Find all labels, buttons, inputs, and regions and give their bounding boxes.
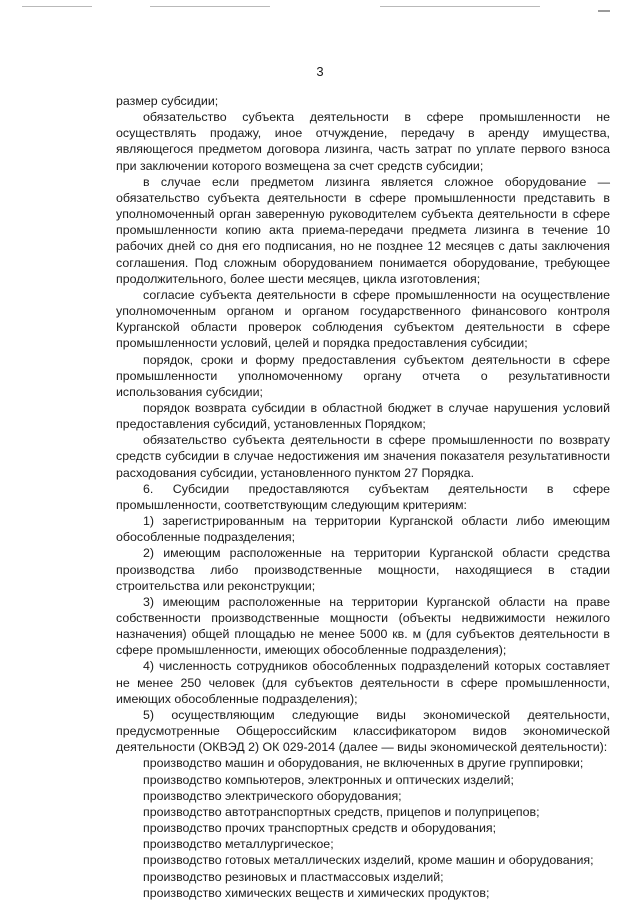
paragraph: в случае если предметом лизинга является сложное оборудование — обязательство субъекта деятельности в сфере промышленности представить в уполномоченный орган заверенную руководителем субъекта деятельности в сфере промышленности копию акта приема-передачи предмета лизинга в течение 10 рабочих дней со дня его подписания, но не позднее 12 месяцев с даты заключения соглашения. Под сложным оборудованием понимается оборудование, требующее продолжительного, более шести месяцев, цикла изготовления; bbox=[116, 174, 610, 286]
paragraph: согласие субъекта деятельности в сфере промышленности на осуществление уполномоченным органом и органом государственного финансового контроля Курганской области проверок соблюдения субъектом деятельности в сфере промышленности условий, целей и порядка предоставления субсидии; bbox=[116, 287, 610, 351]
list-item: производство автотранспортных средств, прицепов и полуприцепов; bbox=[143, 804, 540, 819]
paragraph: 6. Субсидии предоставляются субъектам деятельности в сфере промышленности, соответствующим следующим критериям: bbox=[116, 481, 610, 512]
paragraph: порядок возврата субсидии в областной бюджет в случае нарушения условий предоставления субсидий, установленных Порядком; bbox=[116, 400, 610, 432]
paragraph: 4) численность сотрудников обособленных подразделений которых составляет не менее 250 человек (для субъектов деятельности в сфере промышленности, имеющих обособленные подразделения); bbox=[116, 659, 610, 706]
list-item: производство резиновых и пластмассовых изделий; bbox=[143, 869, 444, 884]
scan-artifact-top-left bbox=[22, 6, 92, 7]
document-body bbox=[116, 93, 610, 901]
paragraph: 3) имеющим расположенные на территории Курганской области на праве собственности производственные мощности (объекты недвижимости нежилого назначения) общей площадью не менее 5000 кв. м (для субъектов деятельности в сфере промышленности, имеющих обособленные подразделения); bbox=[116, 594, 610, 658]
paragraph: порядок, сроки и форму предоставления субъектом деятельности в сфере промышленности уполномоченному органу отчета о результативности использования субсидии; bbox=[116, 352, 610, 399]
list-item: производство компьютеров, электронных и оптических изделий; bbox=[143, 772, 514, 787]
list-item: производство прочих транспортных средств и оборудования; bbox=[143, 821, 497, 836]
list-item: производство химических веществ и химических продуктов; bbox=[143, 885, 490, 900]
list-item: производство машин и оборудования, не включенных в другие группировки; bbox=[143, 756, 584, 771]
list-item: производство готовых металлических изделий, кроме машин и оборудования; bbox=[143, 853, 594, 868]
paragraph: 2) имеющим расположенные на территории Курганской области средства производства либо производственные мощности, находящиеся в стадии строительства или реконструкции; bbox=[116, 546, 610, 593]
paragraph: 1) зарегистрированным на территории Курганской области либо имеющим обособленные подразделения; bbox=[116, 514, 610, 545]
list-item: производство металлургическое; bbox=[143, 837, 334, 852]
paragraph: 5) осуществляющим следующие виды экономической деятельности, предусмотренные Общероссийским классификатором видов экономической деятельности (ОКВЭД 2) ОК 029-2014 (далее — виды экономической деятельности): bbox=[116, 707, 610, 755]
scan-artifact-top-corner bbox=[598, 10, 610, 12]
scan-artifact-top-mid bbox=[150, 6, 270, 7]
paragraph: размер субсидии; bbox=[116, 94, 219, 108]
paragraph: обязательство субъекта деятельности в сфере промышленности не осуществлять продажу, иное отчуждение, передачу в аренду имущества, являющегося предметом договора лизинга, часть затрат по уплате первого взноса при заключении которого возмещена за счет средств субсидии; bbox=[116, 110, 610, 173]
scan-artifact-top-right bbox=[380, 6, 540, 7]
list-item: производство электрического оборудования; bbox=[143, 788, 402, 803]
page-number: 3 bbox=[316, 64, 324, 79]
paragraph: обязательство субъекта деятельности в сфере промышленности по возврату средств субсидии в случае недостижения им значения показателя результативности расходования субсидии, установленного пунктом 27 Порядка. bbox=[116, 433, 610, 480]
